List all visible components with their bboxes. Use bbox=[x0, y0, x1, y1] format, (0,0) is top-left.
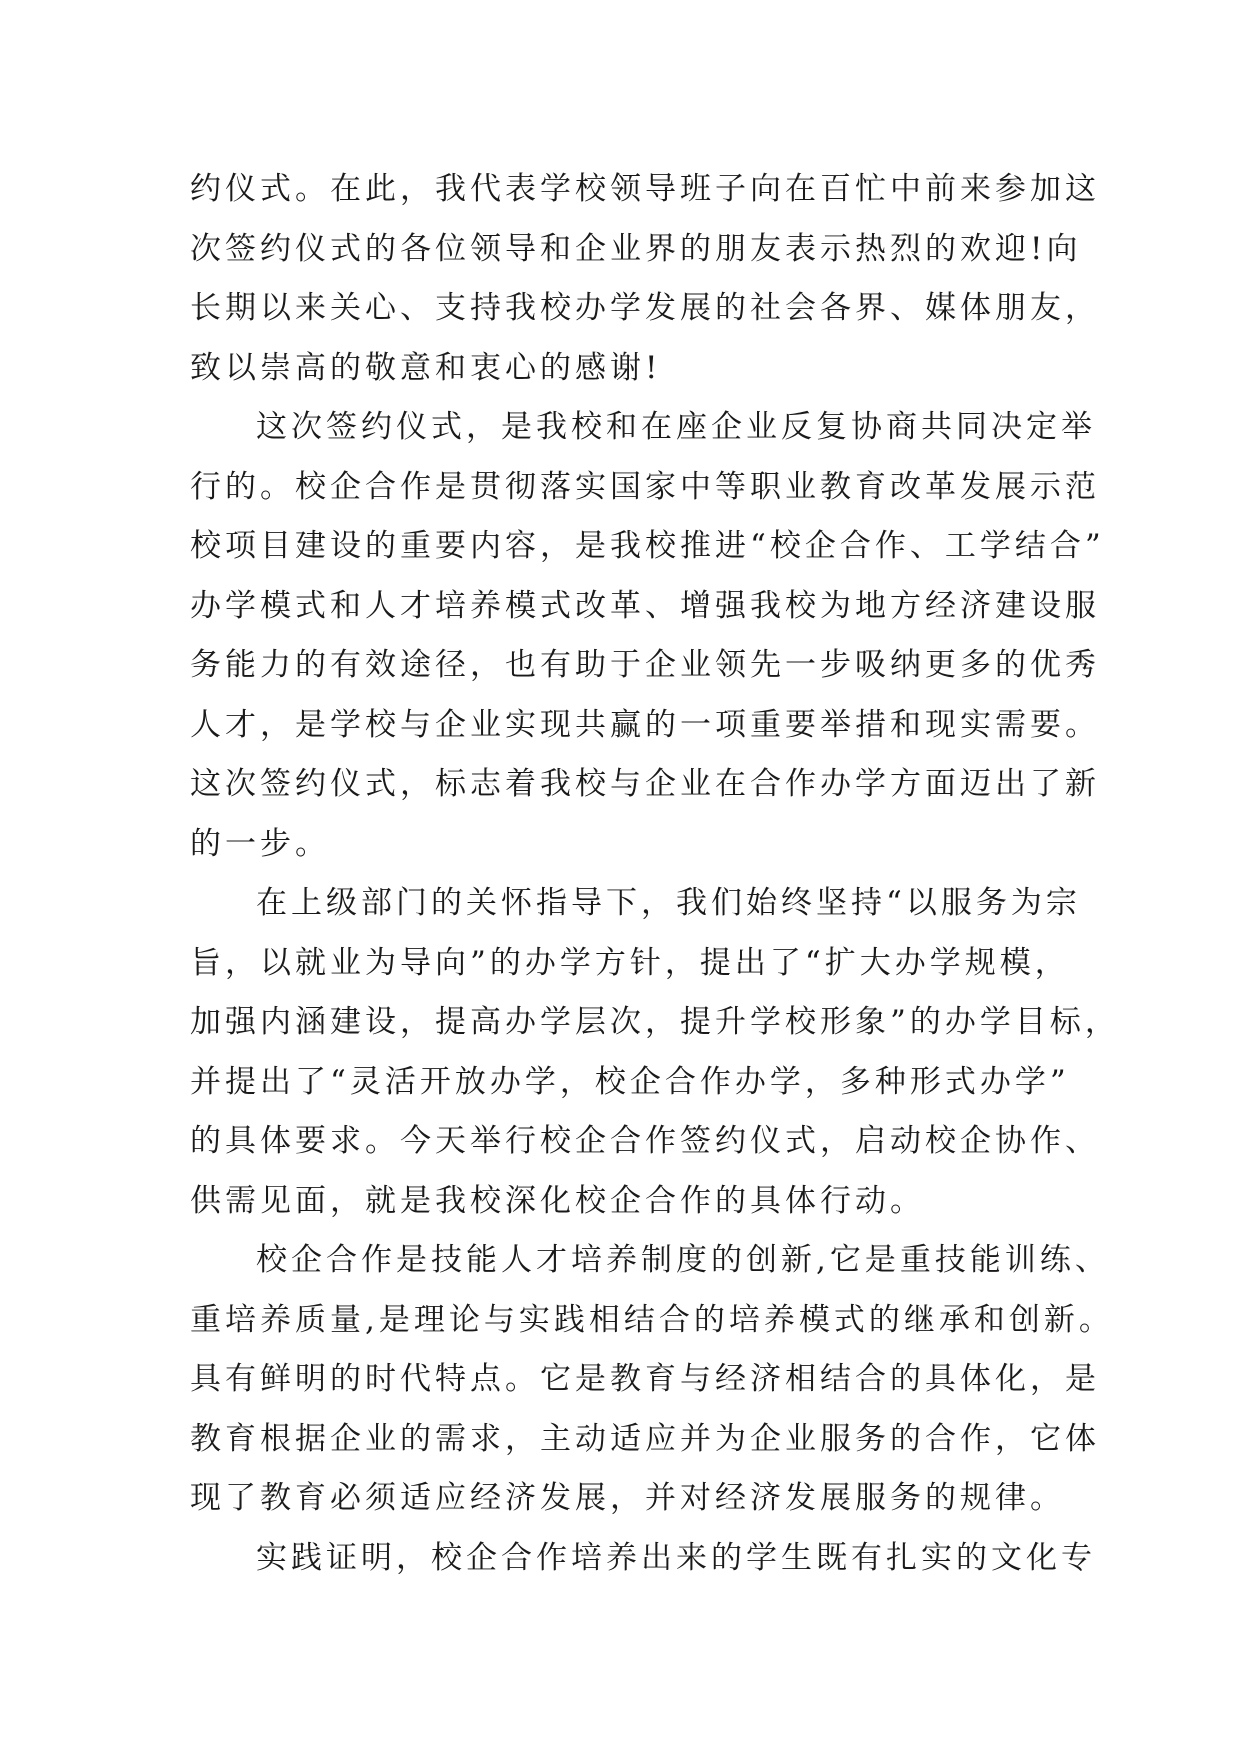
text-line: 长期以来关心、支持我校办学发展的社会各界、媒体朋友， bbox=[190, 290, 1100, 326]
text-line: 的一步。 bbox=[190, 825, 330, 862]
text-line: 旨，以就业为导向”的办学方针，提出了“扩大办学规模， bbox=[190, 944, 1070, 981]
text-line: 致以崇高的敬意和衷心的感谢! bbox=[190, 349, 662, 386]
text-line: 具有鲜明的时代特点。它是教育与经济相结合的具体化，是 bbox=[190, 1361, 1100, 1397]
text-line: 这次签约仪式，标志着我校与企业在合作办学方面迈出了新 bbox=[190, 766, 1100, 802]
text-line: 次签约仪式的各位领导和企业界的朋友表示热烈的欢迎!向 bbox=[190, 230, 1082, 267]
text-line: 供需见面，就是我校深化校企合作的具体行动。 bbox=[190, 1182, 925, 1219]
paragraph-first-line: 校企合作是技能人才培养制度的创新,它是重技能训练、 bbox=[256, 1242, 1110, 1278]
text-line: 人才，是学校与企业实现共赢的一项重要举措和现实需要。 bbox=[190, 706, 1100, 743]
paragraph-first-line: 在上级部门的关怀指导下，我们始终坚持“以服务为宗 bbox=[256, 885, 1081, 921]
text-line: 加强内涵建设，提高办学层次，提升学校形象”的办学目标， bbox=[190, 1004, 1120, 1040]
text-line: 约仪式。在此，我代表学校领导班子向在百忙中前来参加这 bbox=[190, 171, 1100, 207]
text-line: 的具体要求。今天举行校企合作签约仪式，启动校企协作、 bbox=[190, 1123, 1100, 1159]
text-line: 教育根据企业的需求，主动适应并为企业服务的合作，它体 bbox=[190, 1420, 1100, 1457]
text-line: 校项目建设的重要内容，是我校推进“校企合作、工学结合” bbox=[190, 528, 1105, 564]
text-line: 务能力的有效途径，也有助于企业领先一步吸纳更多的优秀 bbox=[190, 647, 1100, 683]
paragraph-first-line: 实践证明，校企合作培养出来的学生既有扎实的文化专 bbox=[256, 1539, 1096, 1576]
text-line: 现了教育必须适应经济发展，并对经济发展服务的规律。 bbox=[190, 1480, 1065, 1516]
text-line: 办学模式和人才培养模式改革、增强我校为地方经济建设服 bbox=[190, 587, 1100, 624]
text-line: 行的。校企合作是贯彻落实国家中等职业教育改革发展示范 bbox=[190, 468, 1100, 505]
document-body bbox=[190, 160, 1120, 1588]
text-line: 重培养质量,是理论与实践相结合的培养模式的继承和创新。 bbox=[190, 1301, 1114, 1338]
text-line: 并提出了“灵活开放办学，校企合作办学，多种形式办学” bbox=[190, 1063, 1070, 1100]
paragraph-first-line: 这次签约仪式，是我校和在座企业反复协商共同决定举 bbox=[256, 409, 1096, 445]
